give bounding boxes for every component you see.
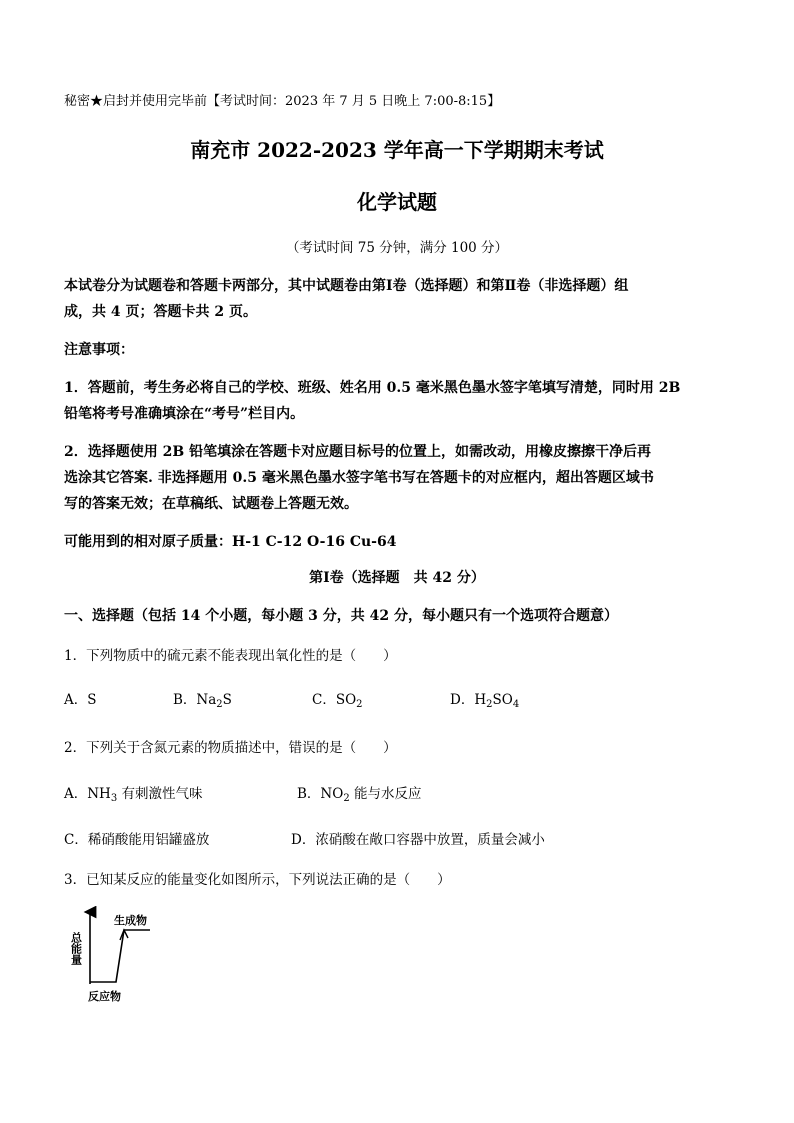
q1-option-c: C．$SO_2$ — [312, 692, 363, 710]
q1-stem: 1．下列物质中的硫元素不能表现出氧化性的是（ ） — [64, 648, 397, 664]
notice-1-line-2: 铅笔将考号准确填涂在“考号”栏目内。 — [64, 406, 305, 422]
section-title: 第Ⅰ卷（选择题 共 42 分） — [309, 570, 485, 586]
confidential-header: 秘密★启封并使用完毕前【考试时间：2023 年 7 月 5 日晚上 7:00-8:15】 — [64, 94, 501, 109]
notice-heading: 注意事项： — [64, 342, 134, 358]
notice-2-line-2: 选涂其它答案. 非选择题用 0.5 毫米黑色墨水签字笔书写在答题卡的对应框内，超出答题区域书 — [64, 470, 654, 486]
q1-option-a: A．S — [64, 692, 97, 708]
notice-1-line-1: 1．答题前，考生务必将自己的学校、班级、姓名用 0.5 毫米黑色墨水签字笔填写清楚，同时用 2B — [64, 380, 681, 396]
notice-2-line-3: 写的答案无效；在草稿纸、试题卷上答题无效。 — [64, 496, 358, 512]
time-info: （考试时间 75 分钟，满分 100 分） — [285, 240, 509, 256]
intro-line-2: 成，共 4 页；答题卡共 2 页。 — [64, 304, 257, 320]
q1-option-b: B．$Na_2S$ — [173, 692, 232, 710]
subject-title: 化学试题 — [357, 190, 437, 214]
q2-option-a: A．$NH_3$ 有刺激性气味 — [64, 786, 203, 804]
product-label: 生成物 — [114, 914, 147, 927]
y-axis-label: 总能量 — [69, 932, 83, 965]
q2-option-d: D．浓硝酸在敞口容器中放置，质量会减小 — [291, 832, 545, 848]
notice-2-line-1: 2．选择题使用 2B 铅笔填涂在答题卡对应题目标号的位置上，如需改动，用橡皮擦擦干净后再 — [64, 444, 652, 460]
energy-curve — [90, 930, 150, 982]
part-title: 一、选择题（包括 14 个小题，每小题 3 分，共 42 分，每小题只有一个选项符合题意） — [64, 608, 618, 624]
q2-stem: 2．下列关于含氮元素的物质描述中，错误的是（ ） — [64, 740, 397, 756]
q2-option-b: B．$NO_2$ 能与水反应 — [297, 786, 422, 804]
q2-option-c: C．稀硝酸能用铝罐盛放 — [64, 832, 210, 848]
exam-title: 南充市 2022-2023 学年高一下学期期末考试 — [190, 138, 604, 162]
intro-line-1: 本试卷分为试题卷和答题卡两部分，其中试题卷由第Ⅰ卷（选择题）和第Ⅱ卷（非选择题）组 — [64, 278, 629, 294]
energy-diagram — [66, 906, 186, 1006]
q1-option-d: D．$H_2SO_4$ — [450, 692, 520, 710]
q3-stem: 3．已知某反应的能量变化如图所示，下列说法正确的是（ ） — [64, 872, 451, 888]
atomic-masses: 可能用到的相对原子质量：H-1 C-12 O-16 Cu-64 — [64, 534, 397, 550]
reactant-label: 反应物 — [88, 990, 121, 1003]
